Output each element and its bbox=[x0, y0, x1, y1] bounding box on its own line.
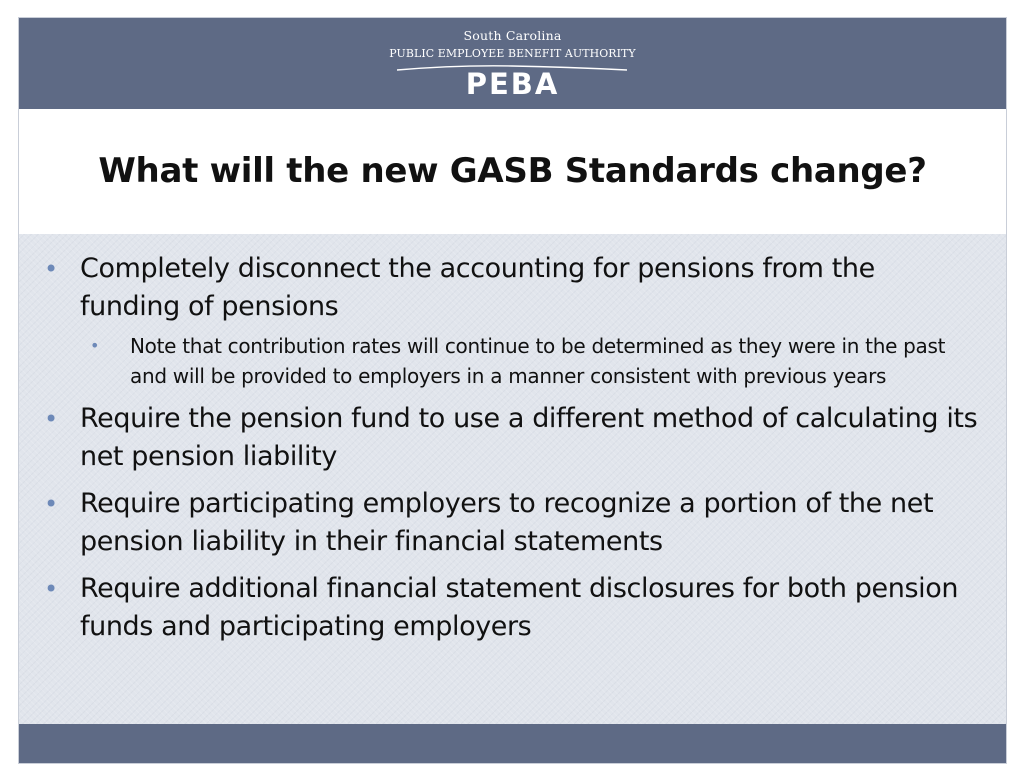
peba-logo bbox=[19, 18, 1006, 109]
logo-state-name: South Carolina bbox=[463, 28, 562, 43]
bullet-item bbox=[41, 485, 981, 561]
bullet-text: Require the pension fund to use a different method of calculating its net pension liability bbox=[80, 403, 978, 472]
bullet-dot-icon: • bbox=[44, 490, 58, 518]
sub-bullet-dot-icon: • bbox=[90, 336, 100, 355]
footer-band bbox=[19, 724, 1006, 763]
bullet-dot-icon: • bbox=[44, 255, 58, 283]
content-area bbox=[19, 234, 1006, 724]
bullet-list bbox=[41, 250, 981, 655]
bullet-item bbox=[41, 400, 981, 476]
bullet-item bbox=[41, 250, 981, 391]
bullet-dot-icon: • bbox=[44, 575, 58, 603]
slide-title: What will the new GASB Standards change? bbox=[98, 151, 927, 191]
sub-bullet-list bbox=[80, 331, 981, 391]
bullet-text: Completely disconnect the accounting for pensions from the funding of pensions bbox=[80, 253, 875, 322]
bullet-text: Require participating employers to recognize a portion of the net pension liability in their financial statements bbox=[80, 488, 934, 557]
logo-authority-name: PUBLIC EMPLOYEE BENEFIT AUTHORITY bbox=[389, 46, 636, 60]
title-band bbox=[19, 109, 1006, 234]
slide bbox=[18, 17, 1007, 764]
header-band bbox=[19, 18, 1006, 109]
bullet-item bbox=[41, 570, 981, 646]
bullet-dot-icon: • bbox=[44, 405, 58, 433]
bullet-text: Require additional financial statement disclosures for both pension funds and participating employers bbox=[80, 573, 959, 642]
sub-bullet-item bbox=[80, 331, 981, 391]
sub-bullet-text: Note that contribution rates will continue to be determined as they were in the past and will be provided to employers in a manner consistent with previous years bbox=[130, 334, 946, 388]
logo-acronym: PEBA bbox=[465, 67, 560, 101]
